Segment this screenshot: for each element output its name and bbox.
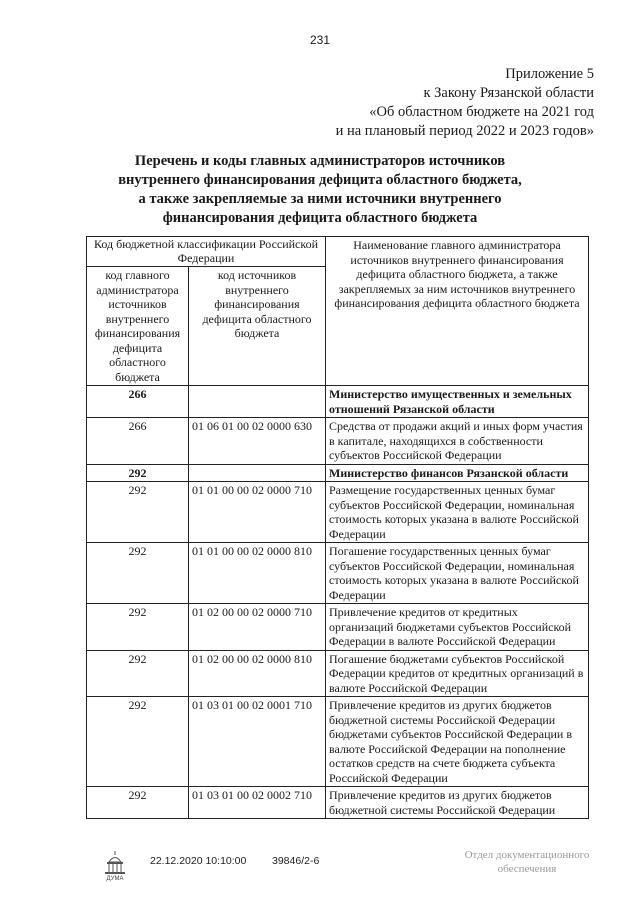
- table-row: [87, 787, 589, 819]
- header-source-code: код источников внутреннего финансирования дефицита областного бюджета: [189, 267, 326, 386]
- admin-code-cell: 292: [87, 697, 189, 787]
- administrator-name-cell: Министерство имущественных и земельных отношений Рязанской области: [326, 386, 589, 418]
- stamp-line: обеспечения: [497, 863, 557, 875]
- administrator-name-cell: Размещение государственных ценных бумаг субъектов Российской Федерации, номинальная стоимость которых указана в валюте Российской Федерации: [326, 482, 589, 543]
- table-row: [87, 418, 589, 465]
- admin-code-cell: 292: [87, 787, 189, 819]
- admin-code-cell: 292: [87, 464, 189, 482]
- document-title: [40, 152, 600, 228]
- source-code-cell: 01 01 00 00 02 0000 810: [189, 543, 326, 604]
- source-code-cell: 01 02 00 00 02 0000 710: [189, 604, 326, 651]
- stamp-line: Отдел документационного: [464, 849, 590, 861]
- admin-code-cell: 292: [87, 650, 189, 697]
- administrator-name-cell: Привлечение кредитов от кредитных организаций бюджетами субъектов Российской Федерации в валюте Российской Федерации: [326, 604, 589, 651]
- administrator-name-cell: Погашение бюджетами субъектов Российской Федерации кредитов от кредитных организаций в валюте Российской Федерации: [326, 650, 589, 697]
- table-header-row: [87, 237, 589, 267]
- department-stamp: [452, 848, 602, 876]
- administrator-name-cell: Погашение государственных ценных бумаг субъектов Российской Федерации, номинальная стоимость которых указана в валюте Российской Федерации: [326, 543, 589, 604]
- admin-code-cell: 266: [87, 386, 189, 418]
- source-code-cell: 01 01 00 00 02 0000 710: [189, 482, 326, 543]
- appendix-line: Приложение 5: [505, 66, 594, 82]
- title-line: а также закрепляемые за ними источники внутреннего: [138, 191, 502, 207]
- source-code-cell: 01 03 01 00 02 0002 710: [189, 787, 326, 819]
- document-timestamp: 22.12.2020 10:10:00: [150, 855, 247, 867]
- administrator-name-cell: Привлечение кредитов из других бюджетов бюджетной системы Российской Федерации бюджетами субъектов Российской Федерации в валюте Российской Федерации на пополнение остатков средств на счете бюджета субъекта Российской Федерации: [326, 697, 589, 787]
- administrator-name-cell: Привлечение кредитов из других бюджетов бюджетной системы Российской Федерации: [326, 787, 589, 819]
- footer: [0, 848, 640, 898]
- header-admin-code: код главного администратора источников внутреннего финансирования дефицита областного бюджета: [87, 267, 189, 386]
- title-line: финансирования дефицита областного бюджета: [162, 210, 478, 226]
- source-code-cell: [189, 386, 326, 418]
- table-row: [87, 482, 589, 543]
- table-row: [87, 604, 589, 651]
- table-row: [87, 543, 589, 604]
- budget-classification-table: [86, 236, 589, 819]
- page-number: 231: [309, 33, 331, 47]
- appendix-line: «Об областном бюджете на 2021 год: [369, 104, 594, 120]
- source-code-cell: [189, 464, 326, 482]
- title-line: Перечень и коды главных администраторов источников: [134, 153, 506, 169]
- appendix-line: и на плановый период 2022 и 2023 годов»: [335, 123, 594, 139]
- admin-code-cell: 292: [87, 482, 189, 543]
- document-id: 39846/2-6: [272, 855, 320, 867]
- appendix-line: к Закону Рязанской области: [423, 85, 594, 101]
- source-code-cell: 01 03 01 00 02 0001 710: [189, 697, 326, 787]
- duma-building-icon: [104, 850, 126, 878]
- admin-code-cell: 266: [87, 418, 189, 465]
- administrator-name-cell: Министерство финансов Рязанской области: [326, 464, 589, 482]
- administrator-row: [87, 464, 589, 482]
- logo-caption: ДУМА: [106, 876, 124, 882]
- administrator-name-cell: Средства от продажи акций и иных форм участия в капитале, находящихся в собственности субъектов Российской Федерации: [326, 418, 589, 465]
- appendix-header: [234, 65, 594, 141]
- table-row: [87, 650, 589, 697]
- source-code-cell: 01 06 01 00 02 0000 630: [189, 418, 326, 465]
- title-line: внутреннего финансирования дефицита областного бюджета,: [118, 172, 522, 188]
- table-row: [87, 697, 589, 787]
- header-administrator-name: Наименование главного администратора источников внутреннего финансирования дефицита областного бюджета, а также закрепляемых за ним источников внутреннего финансирования дефицита областного бюджета: [326, 237, 589, 386]
- header-classification-code: Код бюджетной классификации Российской Федерации: [87, 237, 326, 267]
- administrator-row: [87, 386, 589, 418]
- admin-code-cell: 292: [87, 543, 189, 604]
- source-code-cell: 01 02 00 00 02 0000 810: [189, 650, 326, 697]
- admin-code-cell: 292: [87, 604, 189, 651]
